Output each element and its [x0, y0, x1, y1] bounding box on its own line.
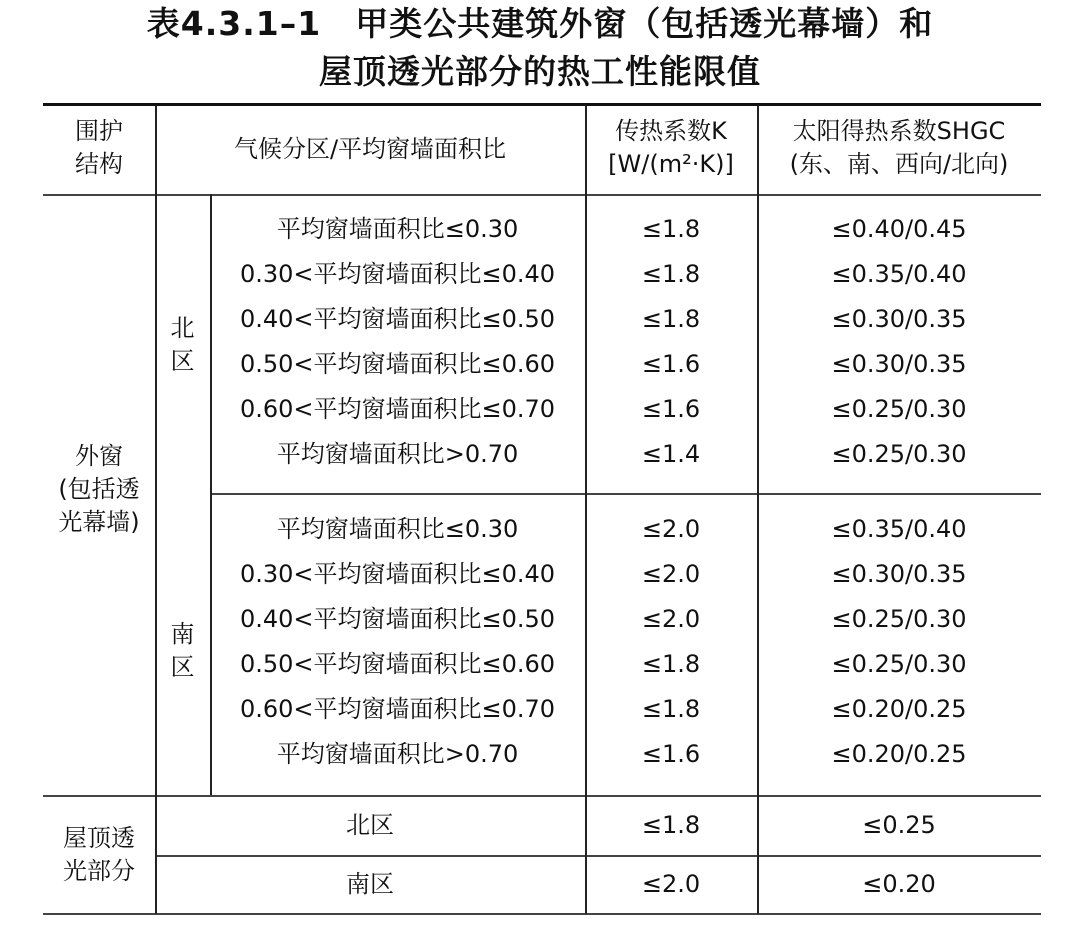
- k-cell: ≤1.8: [641, 650, 701, 678]
- roof-zone-cell: 南区: [346, 870, 394, 898]
- k-cell: ≤1.6: [641, 395, 701, 423]
- k-cell: ≤2.0: [641, 560, 701, 588]
- ratio-cell: 平均窗墙面积比≤0.30: [276, 215, 519, 243]
- ratio-cell: 0.40<平均窗墙面积比≤0.50: [239, 605, 556, 633]
- table-title-line-1: 表4.3.1–1 甲类公共建筑外窗（包括透光幕墙）和: [146, 4, 934, 43]
- shgc-cell: ≤0.25/0.30: [831, 650, 967, 678]
- shgc-cell: ≤0.20: [862, 870, 936, 898]
- top-rule: [43, 103, 1041, 106]
- roof-group-line-2: 光部分: [63, 857, 135, 885]
- ratio-cell: 0.30<平均窗墙面积比≤0.40: [239, 560, 556, 588]
- ratio-cell: 0.50<平均窗墙面积比≤0.60: [239, 350, 556, 378]
- header-envelope-line-1: 围护: [75, 117, 123, 145]
- k-cell: ≤1.8: [641, 695, 701, 723]
- shgc-cell: ≤0.40/0.45: [831, 215, 967, 243]
- bottom-rule: [43, 913, 1041, 915]
- shgc-cell: ≤0.25/0.30: [831, 395, 967, 423]
- shgc-cell: ≤0.25/0.30: [831, 605, 967, 633]
- shgc-cell: ≤0.30/0.35: [831, 560, 967, 588]
- shgc-cell: ≤0.20/0.25: [831, 695, 967, 723]
- window-group-line-3: 光幕墙): [58, 508, 140, 536]
- roof-row-divider: [155, 855, 1041, 857]
- header-zone-ratio: 气候分区/平均窗墙面积比: [233, 135, 507, 163]
- k-cell: ≤1.8: [641, 215, 701, 243]
- ratio-cell: 平均窗墙面积比>0.70: [276, 440, 519, 468]
- shgc-cell: ≤0.35/0.40: [831, 515, 967, 543]
- header-k-line-2: [W/(m²·K)]: [608, 150, 734, 178]
- south-zone-char-1: 南: [170, 620, 195, 648]
- ratio-cell: 平均窗墙面积比≤0.30: [276, 515, 519, 543]
- ratio-cell: 0.30<平均窗墙面积比≤0.40: [239, 260, 556, 288]
- roof-group-label: [43, 822, 155, 888]
- header-k-line-1: 传热系数K: [615, 117, 727, 145]
- ratio-cell: 平均窗墙面积比>0.70: [276, 740, 519, 768]
- ratio-cell: 0.50<平均窗墙面积比≤0.60: [239, 650, 556, 678]
- ratio-cell: 0.60<平均窗墙面积比≤0.70: [239, 395, 556, 423]
- roof-zone-cell: 北区: [346, 811, 394, 839]
- header-envelope-line-2: 结构: [75, 150, 123, 178]
- window-group-line-2: (包括透: [58, 475, 140, 503]
- table-title-line-2: 屋顶透光部分的热工性能限值: [319, 52, 761, 91]
- k-cell: ≤1.6: [641, 350, 701, 378]
- k-cell: ≤1.8: [641, 305, 701, 333]
- south-zone-label: [155, 618, 210, 684]
- north-zone-char-2: 区: [170, 347, 195, 375]
- header-shgc-line-1: 太阳得热系数SHGC: [792, 117, 1006, 145]
- north-zone-char-1: 北: [170, 314, 195, 342]
- shgc-cell: ≤0.25: [862, 811, 936, 839]
- k-cell: ≤1.8: [641, 260, 701, 288]
- shgc-cell: ≤0.30/0.35: [831, 350, 967, 378]
- header-shgc: [757, 115, 1041, 181]
- south-zone-char-2: 区: [170, 653, 195, 681]
- k-cell: ≤2.0: [641, 605, 701, 633]
- k-cell: ≤2.0: [641, 870, 701, 898]
- north-zone-label: [155, 312, 210, 378]
- window-group-line-1: 外窗: [75, 442, 123, 470]
- header-envelope: [43, 115, 155, 181]
- shgc-cell: ≤0.30/0.35: [831, 305, 967, 333]
- shgc-cell: ≤0.25/0.30: [831, 440, 967, 468]
- ratio-cell: 0.60<平均窗墙面积比≤0.70: [239, 695, 556, 723]
- k-cell: ≤1.4: [641, 440, 701, 468]
- ratio-cell: 0.40<平均窗墙面积比≤0.50: [239, 305, 556, 333]
- window-group-label: [43, 440, 155, 539]
- header-k: [585, 115, 757, 181]
- k-cell: ≤1.6: [641, 740, 701, 768]
- k-cell: ≤2.0: [641, 515, 701, 543]
- roof-group-line-1: 屋顶透: [63, 824, 135, 852]
- k-cell: ≤1.8: [641, 811, 701, 839]
- shgc-cell: ≤0.35/0.40: [831, 260, 967, 288]
- north-south-divider: [210, 493, 1041, 495]
- col-divider-envelope: [155, 105, 157, 914]
- header-divider: [43, 194, 1041, 196]
- window-roof-divider: [43, 795, 1041, 797]
- shgc-cell: ≤0.20/0.25: [831, 740, 967, 768]
- header-shgc-line-2: (东、南、西向/北向): [789, 150, 1009, 178]
